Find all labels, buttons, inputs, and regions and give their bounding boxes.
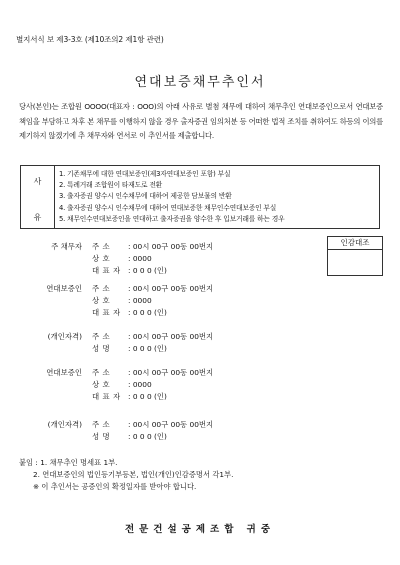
field-value: : 0 0 0 (인) xyxy=(128,432,167,441)
field-value: : 0 0 0 (인) xyxy=(128,392,167,401)
reason-header-cell xyxy=(21,166,55,229)
field-key: 대 표 자 xyxy=(92,266,121,275)
field-value: : 0 0 0 (인) xyxy=(128,266,167,275)
party-representative-line xyxy=(92,307,167,318)
field-value: : 0000 xyxy=(128,254,152,263)
field-key: 대 표 자 xyxy=(92,308,121,317)
party-role: (개인자격) xyxy=(47,332,82,341)
field-value: : 0000 xyxy=(128,380,152,389)
party-address-line xyxy=(92,419,213,430)
attachment-note: ※ 이 추인서는 공증인의 확정일자를 받아야 합니다. xyxy=(33,482,197,491)
field-value: : 00시 00구 00동 00번지 xyxy=(128,368,214,377)
attachment-line: 붙임 : 1. 채무추인 명세표 1부. xyxy=(19,458,118,467)
reason-item: 2. 특례거래 조합원이 타재도로 전환 xyxy=(59,180,163,189)
reason-item: 3. 출자증권 양수시 인수채무에 대하여 제공한 담보물의 반환 xyxy=(59,192,232,201)
field-key: 대 표 자 xyxy=(92,392,121,401)
recipient-footer: 전문건설공제조합 귀중 xyxy=(124,524,276,535)
field-key: 성 명 xyxy=(92,344,111,353)
party-representative-line xyxy=(92,265,167,276)
party-address-line xyxy=(92,331,213,342)
field-key: 주 소 xyxy=(92,332,111,341)
field-value: : 00시 00구 00동 00번지 xyxy=(128,242,214,251)
field-key: 성 명 xyxy=(92,432,111,441)
field-key: 주 소 xyxy=(92,368,111,377)
party-representative-line xyxy=(92,391,167,402)
party-role: 연대보증인 xyxy=(46,368,82,377)
field-value: : 00시 00구 00동 00번지 xyxy=(128,420,214,429)
field-value: : 0000 xyxy=(128,296,152,305)
intro-paragraph: 당사(본인)는 조합원 OOOO(대표자 : OOO)의 아래 사유로 별첨 채무에 대하여 채무추인 연대보증인으로서 연대보증책임을 부담하고 차후 본 채무를 이행하지 않을 경우 출자증권 임의처분 등 어떠한 법적 조치를 취하여도 하등의 이의를 제기하지 않겠기에 추 채무자와 연서로 이 추인서를 제출합니다. xyxy=(19,102,383,140)
reason-table xyxy=(20,165,380,229)
party-company-line xyxy=(92,379,152,390)
field-key: 주 소 xyxy=(92,420,111,429)
party-name-line xyxy=(92,343,167,354)
attachments xyxy=(19,457,233,493)
party-address-line xyxy=(92,241,213,252)
reason-header-top: 사 xyxy=(33,177,42,186)
field-value: : 0 0 0 (인) xyxy=(128,308,167,317)
party-role: 연대보증인 xyxy=(46,284,82,293)
reason-item: 4. 출자증권 양수시 인수채무에 대하여 연대보증한 채무인수연대보증인 부실 xyxy=(59,203,277,212)
party-role: 주 채무자 xyxy=(51,242,82,251)
party-address-line xyxy=(92,367,213,378)
form-header: 별지서식 보 제3-3호 (제10조의2 제1항 관련) xyxy=(16,35,164,44)
party-name-line xyxy=(92,431,167,442)
reason-item: 1. 기존채무에 대한 연대보증인(제3자연대보증인 포함) 부실 xyxy=(59,169,231,178)
reason-list xyxy=(55,166,380,229)
field-key: 주 소 xyxy=(92,284,111,293)
field-value: : 0 0 0 (인) xyxy=(128,344,167,353)
document-title: 연대보증채무추인서 xyxy=(134,75,266,90)
field-key: 상 호 xyxy=(92,254,111,263)
party-company-line xyxy=(92,253,152,264)
reason-header-bottom: 유 xyxy=(33,213,42,222)
field-value: : 00시 00구 00동 00번지 xyxy=(128,284,214,293)
field-key: 상 호 xyxy=(92,296,111,305)
seal-check-label: 인감대조 xyxy=(328,237,382,250)
field-value: : 00시 00구 00동 00번지 xyxy=(128,332,214,341)
reason-item: 5. 채무인수연대보증인을 연대하고 출자증권을 양수한 후 입보거래를 하는 경우 xyxy=(59,215,285,224)
party-company-line xyxy=(92,295,152,306)
attachment-line: 2. 연대보증인의 법인등기부등본, 법인(개인)인감증명서 각1부. xyxy=(33,470,234,479)
field-key: 상 호 xyxy=(92,380,111,389)
party-address-line xyxy=(92,283,213,294)
party-role: (개인자격) xyxy=(47,420,82,429)
seal-check-box xyxy=(327,236,383,276)
field-key: 주 소 xyxy=(92,242,111,251)
